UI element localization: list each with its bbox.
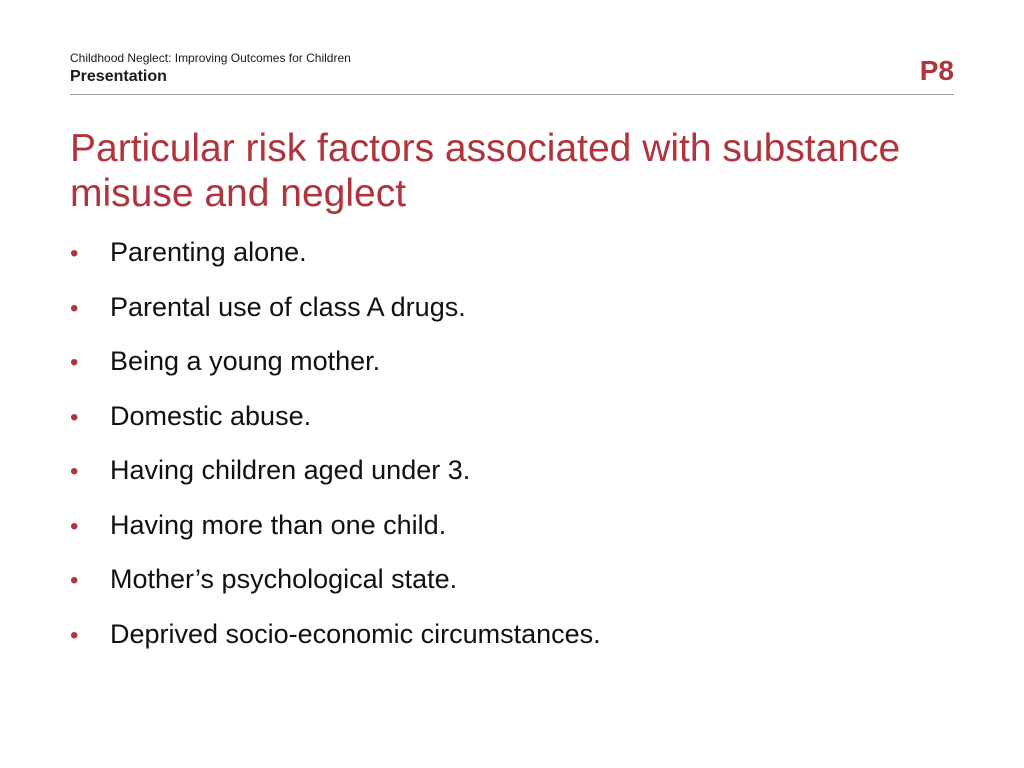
slide-title: Particular risk factors associated with substance misuse and neglect bbox=[70, 127, 901, 215]
bullet-item bbox=[70, 236, 601, 270]
bullet-item bbox=[70, 563, 601, 597]
bullet-icon: • bbox=[70, 458, 79, 485]
bullet-item bbox=[70, 618, 601, 652]
bullet-text: Having more than one child. bbox=[110, 509, 447, 540]
bullet-text: Parenting alone. bbox=[110, 237, 307, 267]
bullet-text: Being a young mother. bbox=[110, 346, 381, 376]
header-subtitle: Childhood Neglect: Improving Outcomes for Children bbox=[70, 51, 351, 65]
bullet-icon: • bbox=[70, 403, 79, 431]
bullet-item bbox=[70, 400, 601, 434]
bullet-text: Deprived socio-economic circumstances. bbox=[110, 618, 601, 649]
page-code: P8 bbox=[919, 55, 954, 86]
bullet-text: Domestic abuse. bbox=[110, 400, 312, 431]
bullet-icon: • bbox=[70, 621, 79, 649]
slide-header bbox=[70, 51, 954, 87]
bullet-item bbox=[70, 454, 601, 488]
header-divider bbox=[70, 94, 954, 95]
bullet-item bbox=[70, 345, 601, 379]
bullet-item bbox=[70, 291, 601, 325]
bullet-text: Parental use of class A drugs. bbox=[110, 291, 466, 322]
header-title: Presentation bbox=[70, 68, 167, 85]
bullet-icon: • bbox=[70, 567, 79, 594]
bullet-icon: • bbox=[70, 512, 79, 540]
bullet-icon: • bbox=[70, 294, 79, 322]
bullet-icon: • bbox=[70, 349, 79, 376]
bullet-item bbox=[70, 509, 601, 543]
bullet-text: Having children aged under 3. bbox=[110, 455, 471, 485]
bullet-icon: • bbox=[70, 240, 79, 267]
bullet-list bbox=[70, 236, 601, 672]
bullet-text: Mother’s psychological state. bbox=[110, 564, 458, 594]
